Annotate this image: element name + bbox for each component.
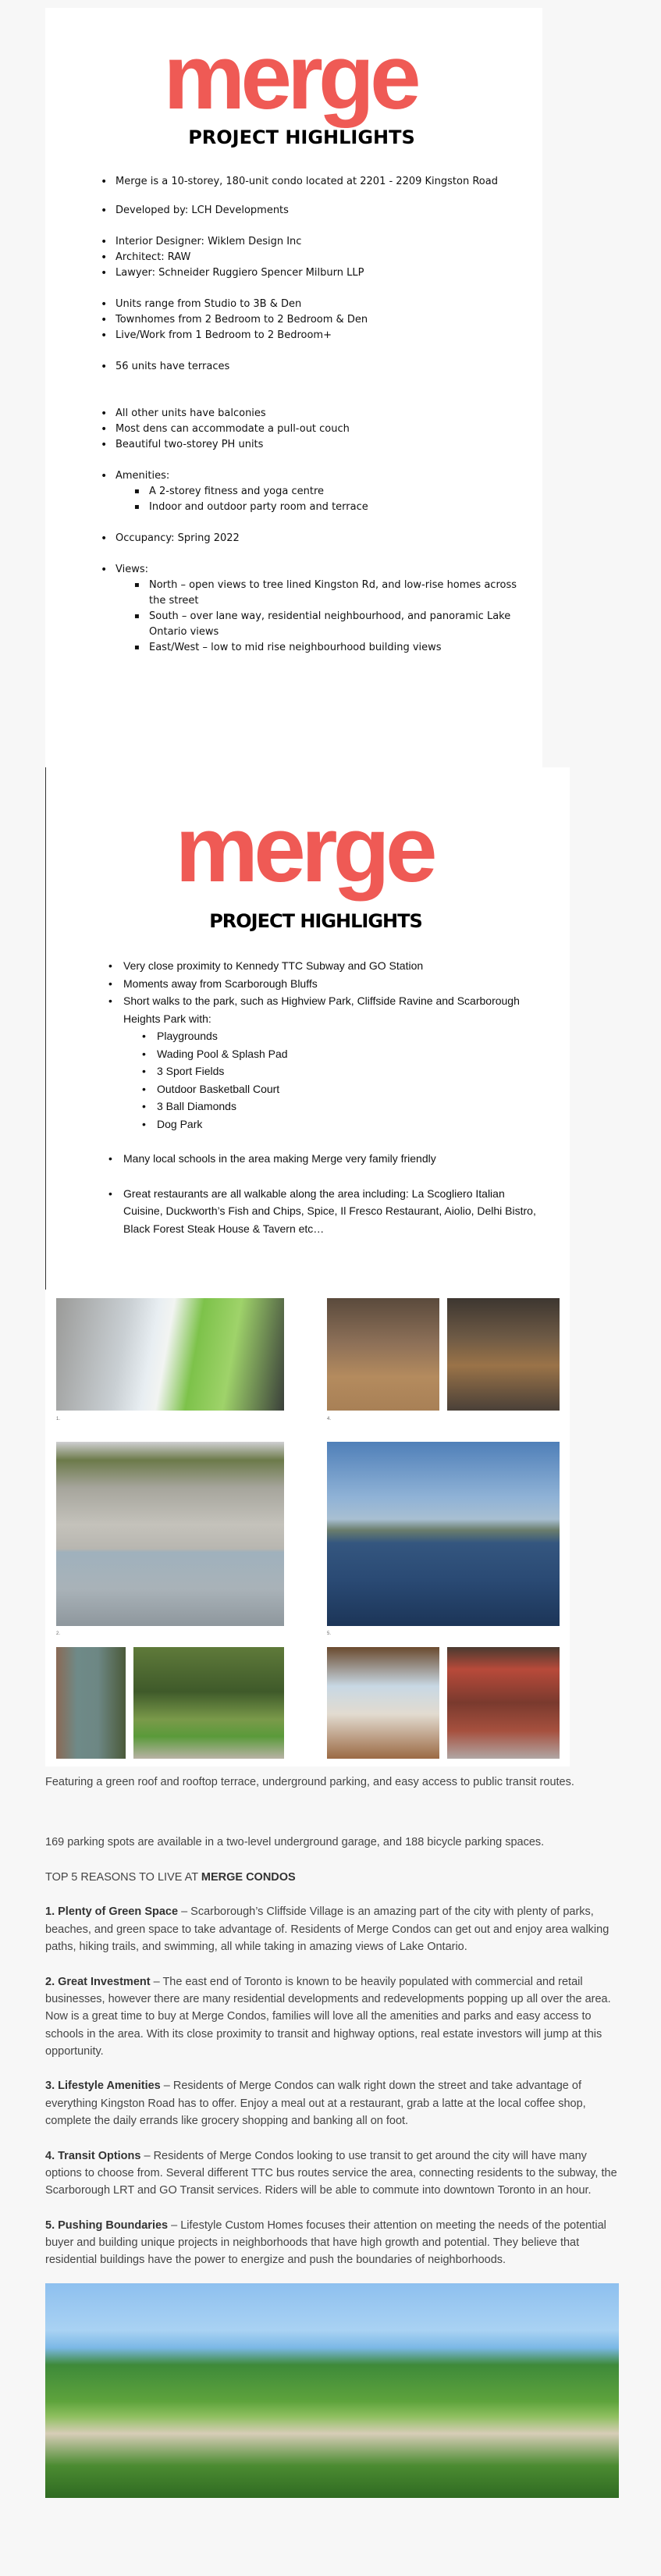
list-subitem: • Playgrounds (157, 1027, 537, 1045)
reason-1 (45, 1903, 623, 1955)
article-body (45, 1774, 623, 2286)
reason-title: 3. Lifestyle Amenities (45, 2080, 161, 2093)
list-item: • Very close proximity to Kennedy TTC Subway and GO Station (123, 957, 537, 975)
parking-text: 169 parking spots are available in a two-level underground garage, and 188 bicycle parking spaces. (45, 1836, 545, 1849)
reason-3 (45, 2077, 623, 2129)
list-item: • Live/Work from 1 Bedroom to 2 Bedroom+ (115, 328, 529, 343)
top5-heading-bold: MERGE CONDOS (201, 1870, 296, 1884)
list-item: • Units range from Studio to 3B & Den (115, 297, 529, 312)
scarborough-bluffs-photo (56, 1442, 284, 1626)
list-item: • Beautiful two-storey PH units (115, 437, 529, 453)
reason-4 (45, 2147, 623, 2200)
featuring-text: Featuring a green roof and rooftop terrace, underground parking, and easy access to public transit routes. (45, 1776, 574, 1788)
page-title: PROJECT HIGHLIGHTS (188, 126, 415, 148)
list-subitem: • 3 Sport Fields (157, 1062, 537, 1080)
list-item: • Views: (115, 562, 529, 578)
list-subitem: ▪ North – open views to tree lined Kingston Rd, and low-rise homes across the street (149, 578, 529, 609)
page-title: PROJECT HIGHLIGHTS (209, 910, 422, 932)
list-subitem: ▪ South – over lane way, residential neighbourhood, and panoramic Lake Ontario views (149, 609, 529, 640)
reason-text: – Residents of Merge Condos looking to use transit to get around the city will have many options to choose from. Several different TTC bus routes service the area, connecting residents to the subway, the Scarborough LRT and GO Transit services. Riders will be able to commute into downtown Toronto in an hour. (45, 2149, 617, 2197)
project-highlights-sheet-2 (45, 767, 570, 1290)
list-item: • Short walks to the park, such as Highview Park, Cliffside Ravine and Scarborough Heights Park with: (123, 992, 537, 1027)
list-item: • Developed by: LCH Developments (115, 203, 529, 219)
reason-text: – Residents of Merge Condos can walk right down the street and take advantage of everything Kingston Road has to offer. Enjoy a meal out at a restaurant, grab a latte at the local coffee shop, complete the daily errands like grocery shopping and banking all on foot. (45, 2080, 586, 2128)
reason-text: – Lifestyle Custom Homes focuses their attention on meeting the needs of the potential buyer and building unique projects in neighborhoods that have high growth and potential. They believe that residential buildings have the power to energize and push the boundaries of neighborhoods. (45, 2218, 606, 2267)
photo-caption: 1. (56, 1417, 61, 1421)
list-item: • Many local schools in the area making Merge very family friendly (123, 1150, 537, 1168)
photo-caption: 2. (56, 1631, 61, 1636)
list-item: • Great restaurants are all walkable along the area including: La Scogliero Italian Cuisine, Duckworth’s Fish and Chips, Spice, Il Fresco Restaurant, Aiolio, Delhi Bistro, Black Forest Steak House & Tavern etc… (123, 1185, 537, 1238)
cafe-interior-photo (327, 1298, 439, 1411)
top5-heading-prefix: TOP 5 REASONS TO LIVE AT (45, 1870, 201, 1884)
reason-text: – The east end of Toronto is known to be heavily populated with commercial and retail businesses, however there are many residential developments and redevelopments popping up all over the area. Now is a great time to buy at Merge Condos, families will love all the amenities and parks and easy access to schools in the area. With its close proximity to transit and highway options, real estate investors will jump at this opportunity. (45, 1975, 611, 2058)
reason-title: 1. Plenty of Green Space (45, 1905, 179, 1919)
list-item: • Lawyer: Schneider Ruggiero Spencer Milburn LLP (115, 265, 529, 281)
list-item: • 56 units have terraces (115, 359, 529, 375)
list-subitem: • Outdoor Basketball Court (157, 1080, 537, 1098)
photo-caption: 5. (327, 1631, 332, 1636)
park-path-photo (133, 1647, 284, 1759)
shop-shelves-photo (447, 1647, 560, 1759)
photo-caption: 4. (327, 1417, 332, 1421)
list-item: • Merge is a 10-storey, 180-unit condo located at 2201 - 2209 Kingston Road (115, 174, 529, 190)
merge-logo: merge (175, 797, 433, 902)
list-subitem: • Wading Pool & Splash Pad (157, 1045, 537, 1063)
list-item: • Townhomes from 2 Bedroom to 2 Bedroom & Den (115, 312, 529, 328)
reason-text: – Scarborough’s Cliffside Village is an amazing part of the city with plenty of parks, beaches, and green space to take advantage of. Residents of Merge Condos can get out and enjoy area walking paths, hiking trails, and swimming, all while taking in amazing views of Lake Ontario. (45, 1905, 609, 1954)
list-item: • Occupancy: Spring 2022 (115, 531, 529, 546)
list-item: • All other units have balconies (115, 406, 529, 422)
list-subitem: ▪ Indoor and outdoor party room and terrace (149, 500, 529, 515)
marina-photo (327, 1442, 560, 1626)
list-item: • Most dens can accommodate a pull-out couch (115, 422, 529, 437)
list-subitem: ▪ A 2-storey fitness and yoga centre (149, 484, 529, 500)
list-subitem: • 3 Ball Diamonds (157, 1098, 537, 1115)
list-subitem: • Dog Park (157, 1115, 537, 1133)
reason-2 (45, 1973, 623, 2060)
list-item: • Amenities: (115, 468, 529, 484)
list-item: • Moments away from Scarborough Bluffs (123, 975, 537, 993)
project-highlights-sheet-1 (45, 8, 542, 767)
list-subitem: ▪ East/West – low to mid rise neighbourhood building views (149, 640, 529, 656)
merge-logo: merge (163, 26, 417, 129)
reason-title: 5. Pushing Boundaries (45, 2218, 169, 2232)
list-item: • Interior Designer: Wiklem Design Inc (115, 234, 529, 250)
reason-5 (45, 2217, 623, 2269)
reason-title: 2. Great Investment (45, 1975, 151, 1988)
stone-plaque-photo (56, 1647, 126, 1759)
list-item: • Architect: RAW (115, 250, 529, 265)
bakery-display-photo (447, 1298, 560, 1411)
reason-title: 4. Transit Options (45, 2149, 141, 2162)
go-train-photo (56, 1298, 284, 1411)
highlights-list (115, 174, 529, 656)
photo-gallery (45, 1290, 570, 1767)
restaurant-hall-photo (327, 1647, 439, 1759)
highlights-list (123, 957, 537, 1237)
scarborough-bluffs-aerial-photo (45, 2283, 619, 2498)
top5-heading (45, 1869, 623, 1886)
